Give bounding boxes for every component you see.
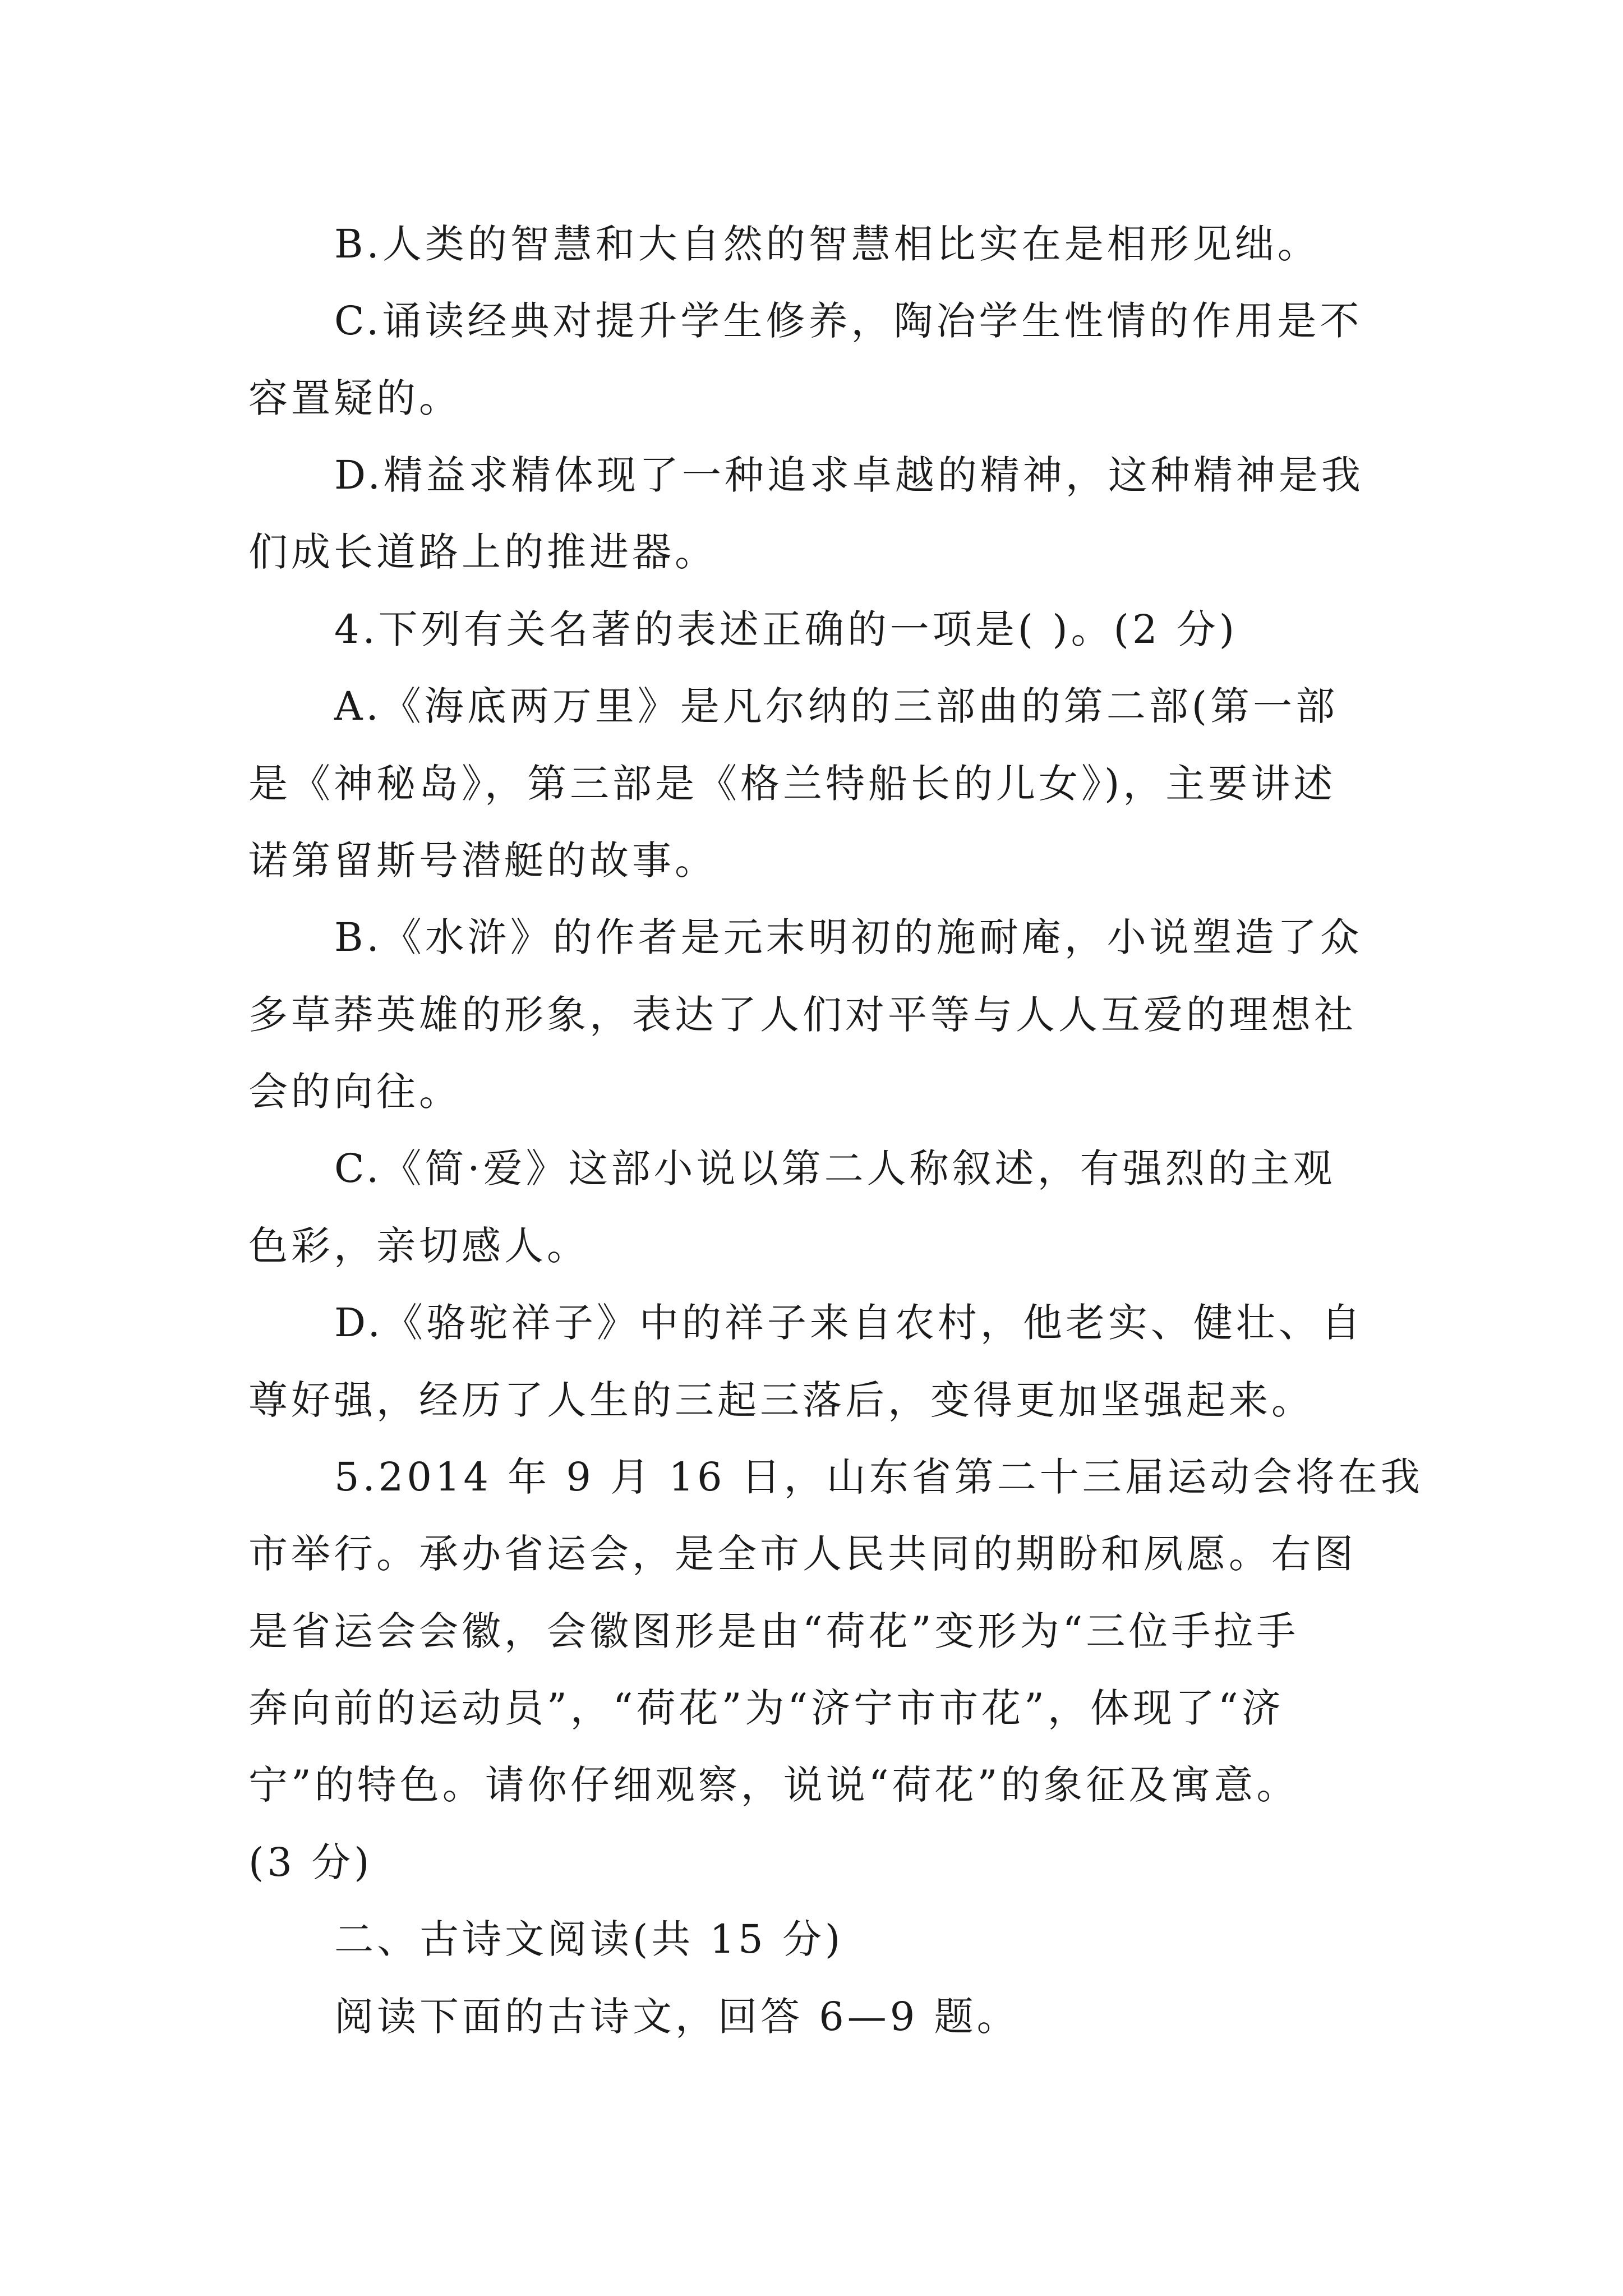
- q4-option-d-line-2: 尊好强，经历了人生的三起三落后，变得更加坚强起来。: [248, 1377, 1314, 1423]
- question-5-line-5: 宁”的特色。请你仔细观察，说说“荷花”的象征及寓意。: [248, 1762, 1299, 1808]
- section-2-heading: 二、古诗文阅读(共 15 分): [334, 1916, 844, 1962]
- q4-option-b-line-1: B.《水浒》的作者是元末明初的施耐庵，小说塑造了众: [334, 914, 1363, 960]
- q4-option-b-line-2: 多草莽英雄的形象，表达了人们对平等与人人互爱的理想社: [248, 992, 1357, 1038]
- q4-option-c-line-2: 色彩，亲切感人。: [248, 1223, 589, 1269]
- option-b-line: B.人类的智慧和大自然的智慧相比实在是相形见绌。: [334, 221, 1320, 267]
- option-c-line-1: C.诵读经典对提升学生修养，陶冶学生性情的作用是不: [334, 298, 1363, 344]
- question-5-points: (3 分): [248, 1839, 373, 1885]
- option-c-line-2: 容置疑的。: [248, 375, 462, 421]
- q4-option-a-line-2: 是《神秘岛》，第三部是《格兰特船长的儿女》)，主要讲述: [248, 761, 1336, 807]
- q4-option-d-line-1: D.《骆驼祥子》中的祥子来自农村，他老实、健壮、自: [334, 1300, 1364, 1346]
- option-d-line-2: 们成长道路上的推进器。: [248, 529, 717, 575]
- question-5-line-4: 奔向前的运动员”，“荷花”为“济宁市市花”，体现了“济: [248, 1685, 1284, 1731]
- q4-option-a-line-1: A.《海底两万里》是凡尔纳的三部曲的第二部(第一部: [334, 683, 1339, 729]
- option-d-line-1: D.精益求精体现了一种追求卓越的精神，这种精神是我: [334, 452, 1364, 498]
- q4-option-c-line-1: C.《简·爱》这部小说以第二人称叙述，有强烈的主观: [334, 1145, 1336, 1191]
- q4-option-b-line-3: 会的向往。: [248, 1069, 462, 1115]
- question-4-stem: 4.下列有关名著的表述正确的一项是( )。(2 分): [334, 606, 1238, 652]
- q4-option-a-line-3: 诺第留斯号潜艇的故事。: [248, 838, 717, 884]
- question-5-line-2: 市举行。承办省运会，是全市人民共同的期盼和夙愿。右图: [248, 1531, 1357, 1577]
- question-5-line-3: 是省运会会徽，会徽图形是由“荷花”变形为“三位手拉手: [248, 1608, 1299, 1654]
- question-5-line-1: 5.2014 年 9 月 16 日，山东省第二十三届运动会将在我: [334, 1454, 1423, 1500]
- section-2-instruction: 阅读下面的古诗文，回答 6—9 题。: [334, 1994, 1020, 2040]
